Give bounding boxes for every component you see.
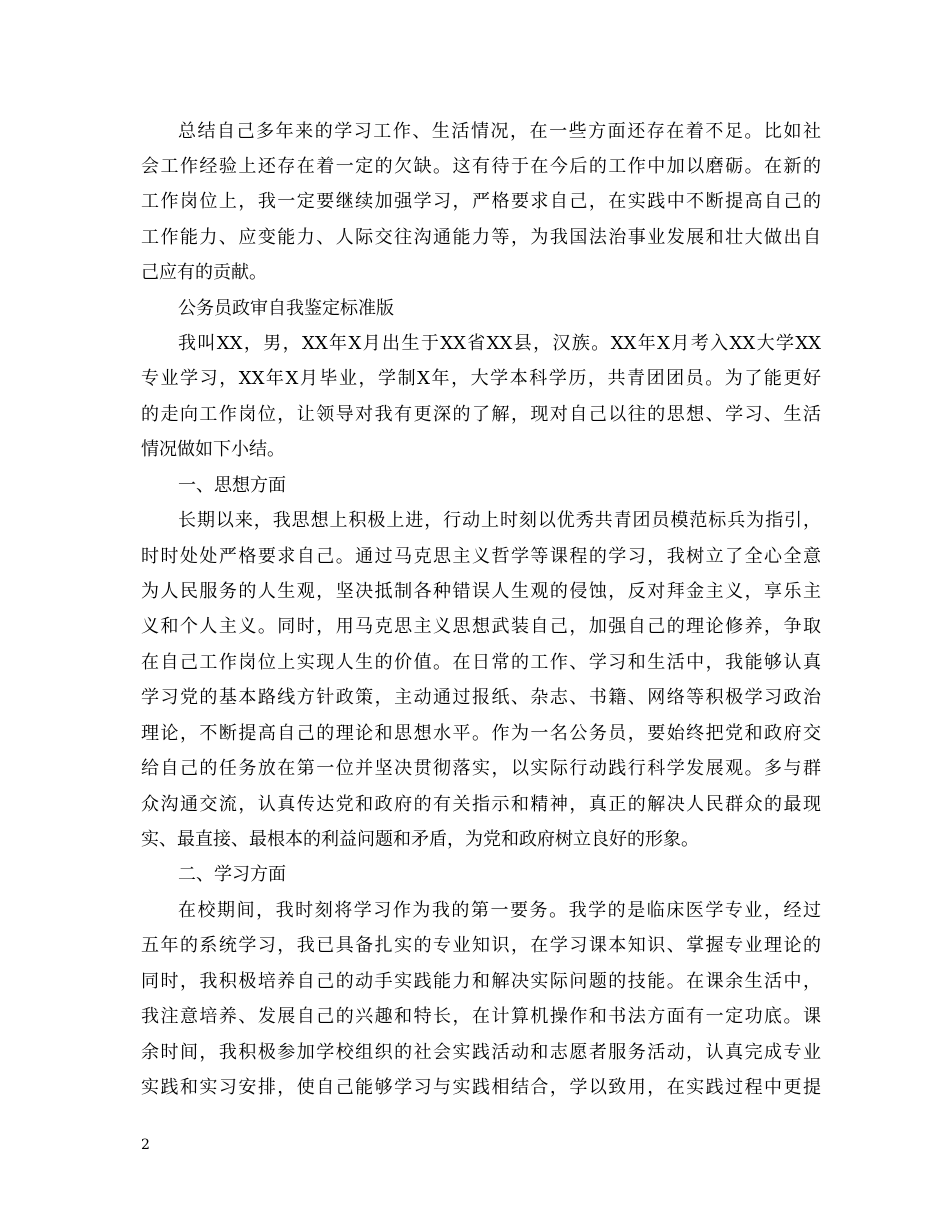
text-line: 实践和实习安排，使自己能够学习与实践相结合，学以致用，在实践过程中更提 [141, 1077, 821, 1098]
text-line: 时时处处严格要求自己。通过马克思主义哲学等课程的学习，我树立了全心全意 [141, 546, 821, 567]
section-heading: 一、思想方面 [178, 475, 286, 496]
text-line: 实、最直接、最根本的利益问题和矛盾，为党和政府树立良好的形象。 [141, 829, 699, 850]
text-line: 义和个人主义。同时，用马克思主义思想武装自己，加强自己的理论修养，争取 [141, 616, 821, 637]
text-line: 工作岗位上，我一定要继续加强学习，严格要求自己，在实践中不断提高自己的 [141, 191, 821, 212]
text-line: 专业学习，XX年X月毕业，学制X年，大学本科学历，共青团团员。为了能更好 [141, 368, 821, 389]
text-line: 给自己的任务放在第一位并坚决贯彻落实，以实际行动践行科学发展观。多与群 [141, 758, 821, 779]
text-line: 同时，我积极培养自己的动手实践能力和解决实际问题的技能。在课余生活中， [141, 971, 821, 992]
text-line: 学习党的基本路线方针政策，主动通过报纸、杂志、书籍、网络等积极学习政治 [141, 687, 821, 708]
text-line: 己应有的贡献。 [141, 262, 267, 283]
text-line: 在自己工作岗位上实现人生的价值。在日常的工作、学习和生活中，我能够认真 [141, 652, 821, 673]
text-line: 我注意培养、发展自己的兴趣和特长，在计算机操作和书法方面有一定功底。课 [141, 1006, 821, 1027]
section-heading: 公务员政审自我鉴定标准版 [178, 298, 394, 319]
text-line: 五年的系统学习，我已具备扎实的专业知识，在学习课本知识、掌握专业理论的 [141, 935, 821, 956]
text-line: 众沟通交流，认真传达党和政府的有关指示和精神，真正的解决人民群众的最现 [141, 794, 821, 815]
text-line: 会工作经验上还存在着一定的欠缺。这有待于在今后的工作中加以磨砺。在新的 [141, 156, 821, 177]
text-line: 情况做如下小结。 [141, 439, 285, 460]
text-line: 工作能力、应变能力、人际交往沟通能力等，为我国法治事业发展和壮大做出自 [141, 227, 821, 248]
text-line: 我叫XX，男，XX年X月出生于XX省XX县，汉族。XX年X月考入XX大学XX [178, 333, 821, 354]
text-line: 在校期间，我时刻将学习作为我的第一要务。我学的是临床医学专业，经过 [178, 900, 821, 921]
section-heading: 二、学习方面 [178, 864, 286, 885]
text-line: 的走向工作岗位，让领导对我有更深的了解，现对自己以往的思想、学习、生活 [141, 404, 821, 425]
text-line: 总结自己多年来的学习工作、生活情况，在一些方面还存在着不足。比如社 [178, 121, 821, 142]
text-line: 余时间，我积极参加学校组织的社会实践活动和志愿者服务活动，认真完成专业 [141, 1042, 821, 1063]
text-line: 长期以来，我思想上积极上进，行动上时刻以优秀共青团员模范标兵为指引， [178, 510, 821, 531]
page-number: 2 [141, 1137, 150, 1153]
text-line: 理论，不断提高自己的理论和思想水平。作为一名公务员，要始终把党和政府交 [141, 723, 821, 744]
text-line: 为人民服务的人生观，坚决抵制各种错误人生观的侵蚀，反对拜金主义，享乐主 [141, 581, 821, 602]
